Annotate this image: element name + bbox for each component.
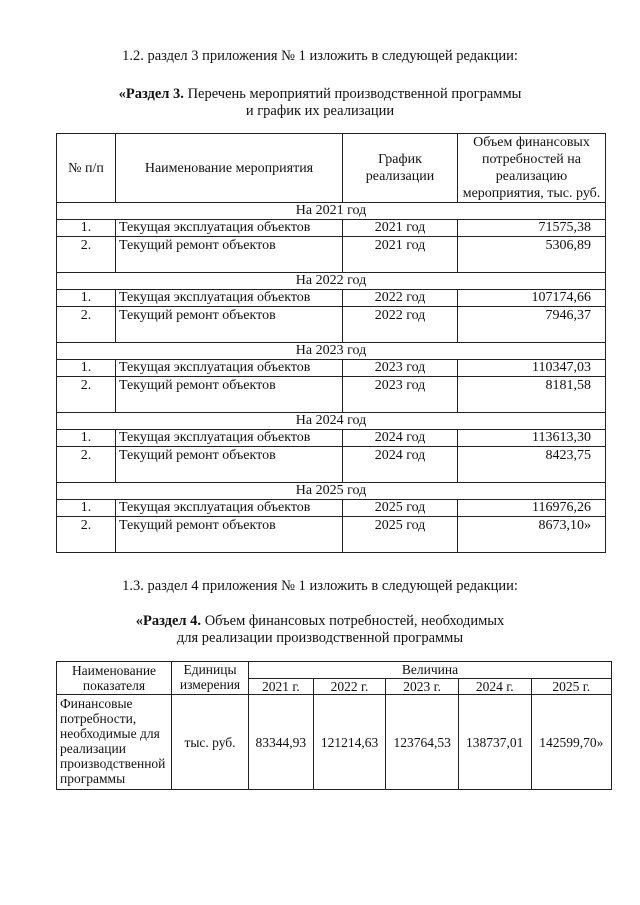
section-3-number: «Раздел 3. [118,86,184,102]
row-schedule: 2024 год [343,447,458,483]
row-num: 1. [57,290,116,307]
paragraph-1-3: 1.3. раздел 4 приложения № 1 изложить в следующей редакции: [122,578,518,594]
row-num: 2. [57,447,116,483]
row-num: 1. [57,220,116,237]
year-row [57,273,606,290]
row-schedule: 2024 год [343,430,458,447]
section-4-title-line2: для реализации производственной программы [176,630,464,646]
table-row [57,517,606,553]
section-4-number: «Раздел 4. [135,613,202,629]
row-num: 1. [57,360,116,377]
header-num: № п/п [57,134,116,203]
year-row [57,483,606,500]
row-name: Текущая эксплуатация объектов [116,220,343,237]
table-row [57,307,606,343]
year-label: На 2022 год [57,273,606,290]
year-header: 2025 г. [531,678,611,695]
table-row [57,237,606,273]
row-value: 8423,75 [458,447,606,483]
row-schedule: 2023 год [343,377,458,413]
paragraph-1-2: 1.2. раздел 3 приложения № 1 изложить в следующей редакции: [122,48,518,64]
row-value: 8181,58 [458,377,606,413]
row-num: 2. [57,377,116,413]
row-name: Текущая эксплуатация объектов [116,430,343,447]
row-name: Текущий ремонт объектов [116,307,343,343]
row-schedule: 2025 год [343,517,458,553]
section-4-title-line1: Объем финансовых потребностей, необходимых [201,613,505,629]
row-name: Текущий ремонт объектов [116,447,343,483]
row-num: 2. [57,307,116,343]
row-num: 1. [57,500,116,517]
year-row [57,203,606,220]
header-name: Наименование мероприятия [116,134,343,203]
row-value: 71575,38 [458,220,606,237]
year-label: На 2021 год [57,203,606,220]
activities-table [56,133,606,553]
indicator-name: Финансовые потребности, необходимые для реализации производственной программы [57,695,172,790]
section-3-title-line2: и график их реализации [245,103,395,119]
row-schedule: 2022 год [343,290,458,307]
section-4-heading [0,613,640,630]
row-num: 2. [57,517,116,553]
year-label: На 2025 год [57,483,606,500]
row-value: 113613,30 [458,430,606,447]
year-row [57,413,606,430]
indicator-unit: тыс. руб. [172,695,249,790]
table-header-row [57,662,612,679]
row-name: Текущий ремонт объектов [116,237,343,273]
table-header-row [57,134,606,203]
table-row [57,377,606,413]
table-row [57,695,612,790]
value-2022: 121214,63 [313,695,386,790]
value-2023: 123764,53 [386,695,459,790]
year-header: 2023 г. [386,678,459,695]
table-row [57,430,606,447]
section-3-title-line1: Перечень мероприятий производственной программы [183,86,522,102]
row-schedule: 2023 год [343,360,458,377]
row-value: 8673,10» [458,517,606,553]
row-num: 1. [57,430,116,447]
row-name: Текущий ремонт объектов [116,377,343,413]
year-label: На 2023 год [57,343,606,360]
value-2025: 142599,70» [531,695,611,790]
table-row [57,290,606,307]
row-name: Текущий ремонт объектов [116,517,343,553]
row-name: Текущая эксплуатация объектов [116,290,343,307]
value-2024: 138737,01 [458,695,531,790]
header-unit: Единицы измерения [172,662,249,695]
year-header: 2022 г. [313,678,386,695]
row-name: Текущая эксплуатация объектов [116,500,343,517]
row-value: 107174,66 [458,290,606,307]
row-value: 110347,03 [458,360,606,377]
value-2021: 83344,93 [249,695,314,790]
header-value: Объем финансовых потребностей на реализацию мероприятия, тыс. руб. [458,134,606,203]
section-3-heading [0,86,640,103]
year-label: На 2024 год [57,413,606,430]
header-value: Величина [249,662,612,679]
row-value: 5306,89 [458,237,606,273]
header-schedule: График реализации [343,134,458,203]
table-row [57,447,606,483]
row-value: 7946,37 [458,307,606,343]
table-row [57,360,606,377]
financial-needs-table [56,661,612,790]
year-header: 2021 г. [249,678,314,695]
row-schedule: 2021 год [343,220,458,237]
year-row [57,343,606,360]
row-value: 116976,26 [458,500,606,517]
row-schedule: 2021 год [343,237,458,273]
header-indicator: Наименование показателя [57,662,172,695]
row-schedule: 2022 год [343,307,458,343]
row-schedule: 2025 год [343,500,458,517]
table-row [57,220,606,237]
year-header: 2024 г. [458,678,531,695]
row-name: Текущая эксплуатация объектов [116,360,343,377]
row-num: 2. [57,237,116,273]
table-row [57,500,606,517]
